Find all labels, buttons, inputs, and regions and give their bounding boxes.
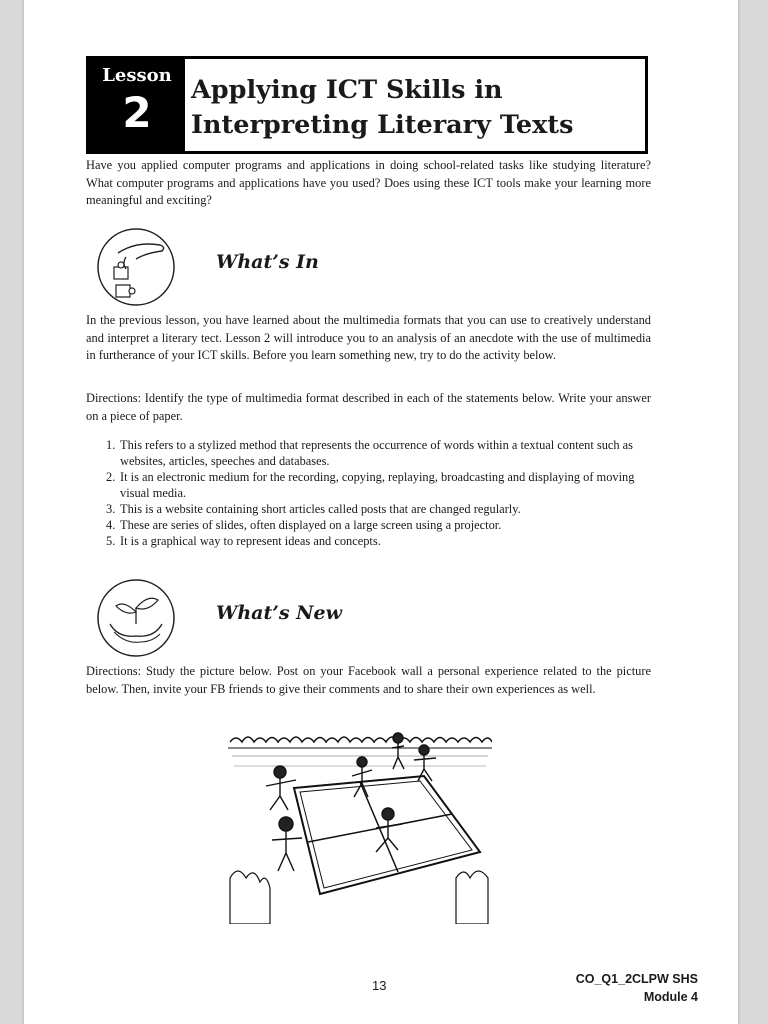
list-item-text: It is an electronic medium for the recording, copying, replaying, broadcasting and displaying of moving visual media. (120, 470, 635, 500)
list-item-number: 4. (106, 518, 116, 532)
list-item-number: 3. (106, 502, 116, 516)
list-item (106, 437, 650, 469)
lesson-tab (89, 59, 185, 151)
whats-in-heading: What’s In (216, 251, 319, 273)
list-item-number: 5. (106, 534, 116, 548)
list-item (106, 469, 650, 501)
list-item-text: This refers to a stylized method that represents the occurrence of words within a textual content such as websites, articles, speeches and databases. (120, 438, 634, 468)
lesson-number: 2 (122, 88, 152, 137)
lesson-title (185, 59, 645, 151)
lesson-title-line-2: Interpreting Literary Texts (191, 110, 574, 140)
whats-new-section-header (96, 578, 656, 668)
activity-list (106, 437, 650, 549)
list-item-text: It is a graphical way to represent ideas and concepts. (120, 534, 381, 548)
list-item-number: 1. (106, 438, 116, 452)
page-number: 13 (372, 978, 387, 993)
whats-in-section-header (96, 227, 656, 317)
list-item-text: These are series of slides, often displayed on a large screen using a projector. (120, 518, 502, 532)
module-code (576, 970, 698, 1006)
lesson-label: Lesson (102, 65, 172, 86)
list-item (106, 517, 650, 533)
list-item-number: 2. (106, 470, 116, 484)
intro-paragraph: Have you applied computer programs and applications in doing school-related tasks like studying literature? What computer programs and applications have you used? Does using these ICT tools make your learning more meaningful and exciting? (86, 158, 651, 207)
puzzle-hand-icon (96, 227, 176, 307)
whats-new-heading: What’s New (216, 602, 342, 624)
children-playing-illustration (228, 728, 492, 924)
whats-in-paragraph: In the previous lesson, you have learned about the multimedia formats that you can use to creatively understand and interpret a literary tect. Lesson 2 will introduce you to an analysis of an anecdote with the use of multimedia in furtherance of your ICT skills. Before you learn something new, try to do the activity below. (86, 313, 651, 362)
list-item (106, 501, 650, 517)
module-name: Module 4 (643, 990, 698, 1004)
whats-in-directions: Directions: Identify the type of multimedia format described in each of the statements below. Write your answer on a piece of paper. (86, 391, 651, 423)
whats-new-directions: Directions: Study the picture below. Post on your Facebook wall a personal experience related to the picture below. Then, invite your FB friends to give their comments and to share their own experiences as well. (86, 664, 651, 696)
lesson-header (86, 56, 648, 154)
list-item-text: This is a website containing short articles called posts that are changed regularly. (120, 502, 521, 516)
list-item (106, 533, 650, 549)
lesson-title-line-1: Applying ICT Skills in (191, 75, 503, 105)
plant-in-hands-icon (96, 578, 176, 658)
module-code-line: CO_Q1_2CLPW SHS (575, 972, 698, 986)
